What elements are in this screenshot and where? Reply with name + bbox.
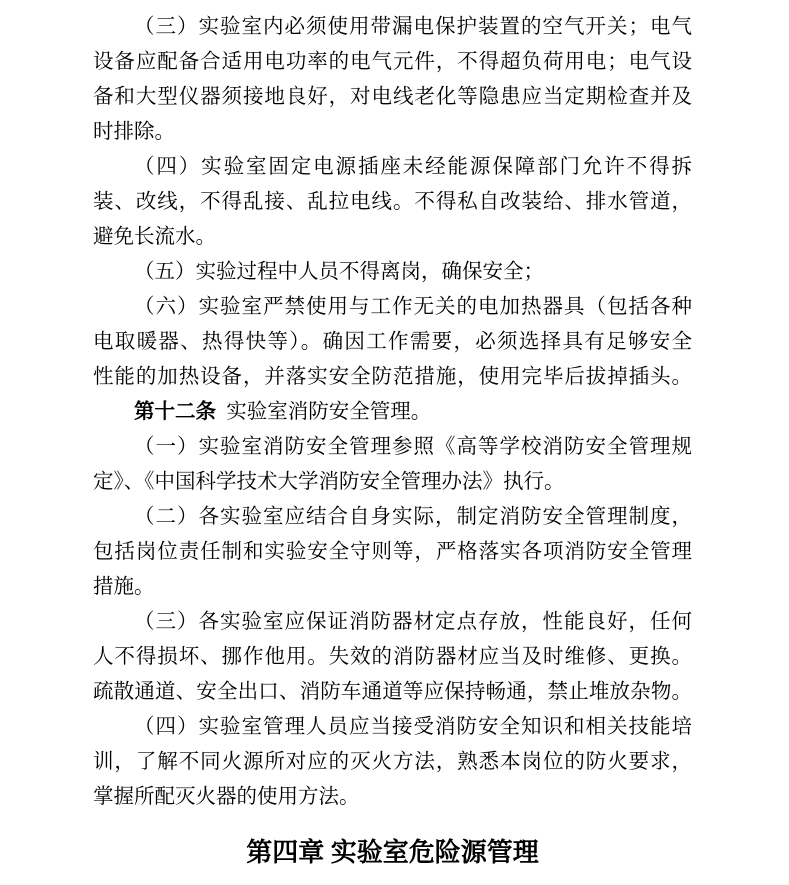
text-line: 人不得损坏、挪作他用。失效的消防器材应当及时维修、更换。 xyxy=(93,646,692,668)
text-line: 时排除。 xyxy=(93,121,175,143)
article-number: 第十二条 xyxy=(134,401,216,423)
text-line: 疏散通道、安全出口、消防车通道等应保持畅通，禁止堆放杂物。 xyxy=(93,681,692,703)
text-line: 性能的加热设备，并落实安全防范措施，使用完毕后拔掉插头。 xyxy=(93,366,692,388)
paragraph-item-5-attendance xyxy=(93,255,692,290)
text-line: 设备应配备合适用电功率的电气元件，不得超负荷用电；电气设 xyxy=(93,51,692,73)
text-line: （一）实验室消防安全管理参照《高等学校消防安全管理规 xyxy=(134,436,692,458)
paragraph-article-12 xyxy=(93,395,692,430)
text-line: （三）实验室内必须使用带漏电保护装置的空气开关；电气 xyxy=(134,16,692,38)
text-line: （四）实验室固定电源插座未经能源保障部门允许不得拆 xyxy=(134,156,692,178)
text-line: （三）各实验室应保证消防器材定点存放，性能良好，任何 xyxy=(134,611,692,633)
article-line xyxy=(93,395,692,430)
text-line: 装、改线，不得乱接、乱拉电线。不得私自改装给、排水管道， xyxy=(93,191,692,213)
paragraph-item-6-heaters xyxy=(93,290,692,395)
text-line: 电取暖器、热得快等）。确因工作需要，必须选择具有足够安全 xyxy=(93,331,692,353)
paragraph-item-4-fire-training xyxy=(93,710,692,815)
chapter-heading: 第四章 实验室危险源管理 xyxy=(246,838,539,867)
paragraph-item-4-sockets xyxy=(93,150,692,255)
paragraph-item-2-fire-system xyxy=(93,500,692,605)
text-line: （二）各实验室应结合自身实际，制定消防安全管理制度， xyxy=(134,506,692,528)
paragraph-item-3-fire-equipment xyxy=(93,605,692,710)
paragraph-item-3-electrical xyxy=(93,10,692,150)
text-line: 包括岗位责任制和实验安全守则等，严格落实各项消防安全管理 xyxy=(93,541,692,563)
text-line: （四）实验室管理人员应当接受消防安全知识和相关技能培 xyxy=(134,716,692,738)
text-line: 定》、《中国科学技术大学消防安全管理办法》执行。 xyxy=(93,471,565,493)
text-line: （五）实验过程中人员不得离岗，确保安全； xyxy=(134,261,544,283)
text-line: （六）实验室严禁使用与工作无关的电加热器具（包括各种 xyxy=(134,296,692,318)
text-line: 掌握所配灭火器的使用方法。 xyxy=(93,786,360,808)
article-title: 实验室消防安全管理。 xyxy=(226,401,432,423)
text-line: 训，了解不同火源所对应的灭火方法，熟悉本岗位的防火要求， xyxy=(93,751,692,773)
text-line: 避免长流水。 xyxy=(93,226,216,248)
text-line: 措施。 xyxy=(93,576,155,598)
text-line: 备和大型仪器须接地良好，对电线老化等隐患应当定期检查并及 xyxy=(93,86,692,108)
paragraph-item-1-fire-reference xyxy=(93,430,692,500)
